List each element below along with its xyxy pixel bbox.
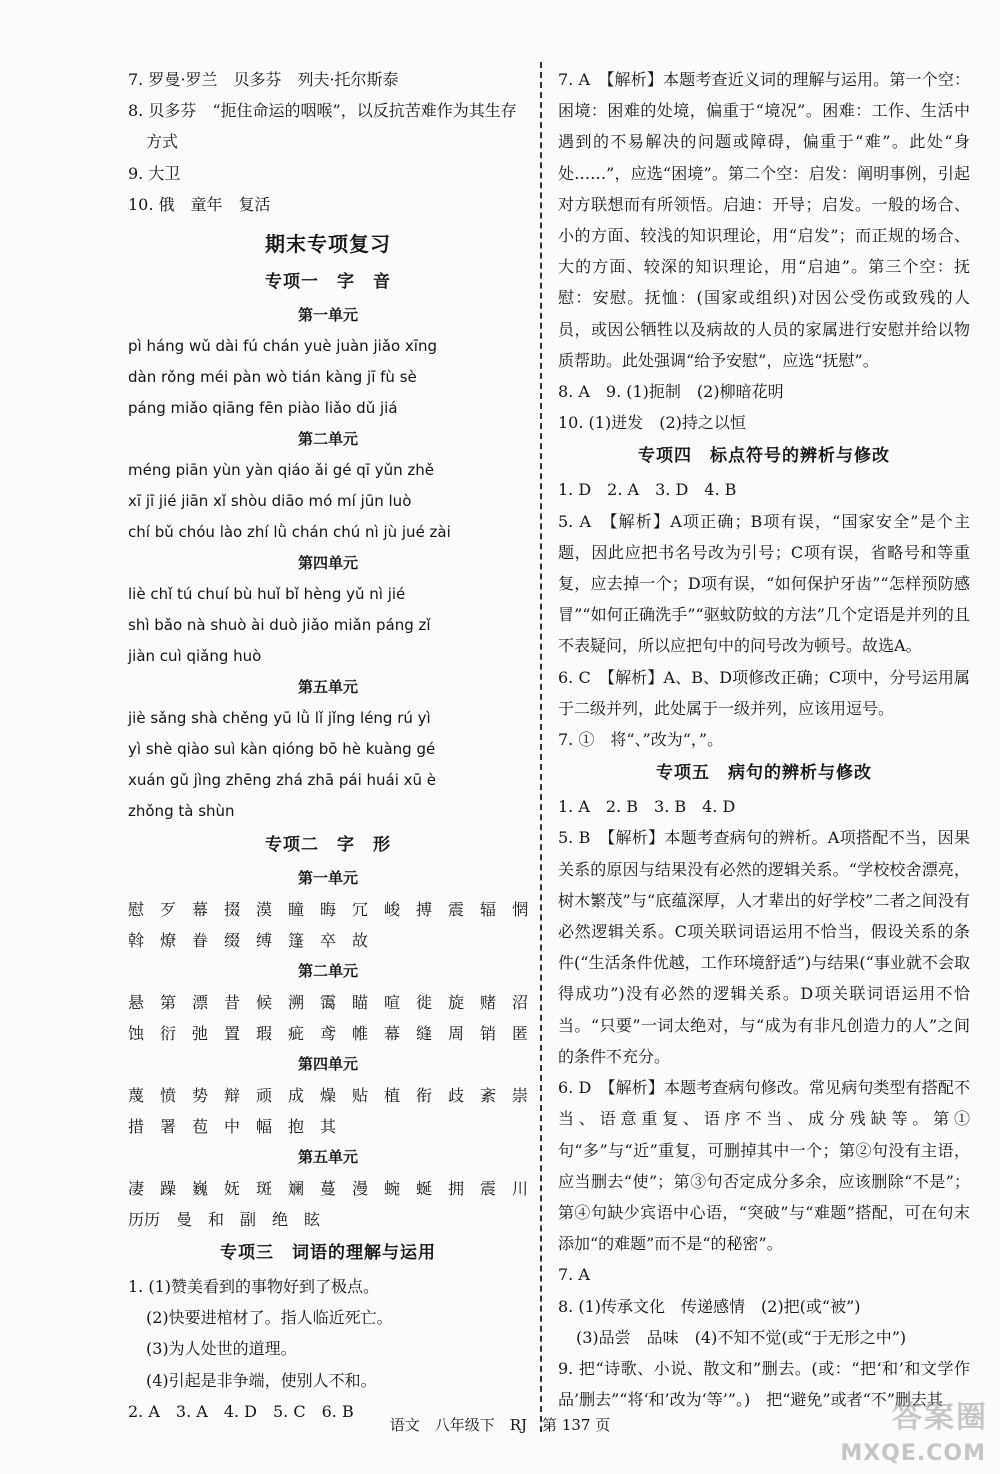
watermark-logo (818, 1386, 988, 1466)
unit-heading: 第四单元 (297, 1055, 358, 1074)
answer-paragraph: 5. B 【解析】本题考查病句的辨析。A项搭配不当，因果关系的原因与结果没有必然的逻辑关系。“学校校舍漂亮，树木繁茂”与“底蕴深厚，人才辈出的好学校”二者之间没有必然逻辑关系。C项关联词语运用不恰当，假设关系的条件(“生活条件优越，工作环境舒适”)与结果(“事业就不会取得成功”)没有必然的逻辑关系。D项关联词语运用不恰当。“只要”一词太绝对，与“成为有非凡创造力的人”之间的条件不充分。 (558, 828, 970, 1066)
pinyin-row: jiàn cuì qiǎng huò (128, 647, 262, 666)
answer-line: 10. 俄 童年 复活 (128, 194, 271, 214)
answer-paragraph: 7. A 【解析】本题考查近义词的理解与运用。第一个空：困境：困难的处境，偏重于“境况”。困难：工作、生活中遇到的不易解决的问题或障碍，偏重于“难”。此处“身处……”，应选“困境”。第二个空：启发：阐明事例，引起对方联想而有所领悟。启迪：开导；启发。一般的场合、小的方面、较浅的知识理论，用“启发”；而正规的场合、大的方面、较深的知识理论，用“启迪”。第三个空：抚慰：安慰。抚恤：(国家或组织)对因公受伤或致残的人员，或因公牺牲以及病故的人员的家属进行安慰并给以物质帮助。此处强调“给予安慰”，应选“抚慰”。 (558, 70, 970, 370)
char-row: 历历 曼 和 副 绝 眩 (128, 1210, 321, 1230)
pinyin-row: páng miǎo qiāng fēn piào liǎo dǔ jiá (128, 399, 398, 418)
pinyin-row: pì háng wǔ dài fú chán yuè juàn jiǎo xīng (128, 337, 437, 356)
answer-line: 8. 贝多芬 “扼住命运的咽喉”，以反抗苦难作为其生存 (128, 101, 517, 121)
section-title: 专项五 病句的辨析与修改 (656, 763, 872, 784)
unit-heading: 第二单元 (297, 962, 358, 981)
pinyin-row: jiè sǎng shà chěng yū lǜ lǐ jǐng léng rú yì (128, 709, 431, 728)
char-row: 斡 燎 眷 缀 缚 篷 卒 故 (128, 931, 369, 951)
answer-line: 方式 (146, 132, 179, 152)
page-title: 期末专项复习 (265, 232, 391, 257)
answer-line: 8. (1)传承文化 传递感情 (2)把(或“被”) (558, 1296, 861, 1316)
unit-heading: 第四单元 (297, 554, 358, 573)
answer-line: (4)引起是非争端，使别人不和。 (146, 1370, 377, 1390)
answer-paragraph: 5. A 【解析】A项正确；B项有误，“国家安全”是个主题，因此应把书名号改为引号；C项有误，省略号和等重复，应去掉一个；D项有误，“如何保护牙齿”“怎样预防感冒”“如何正确洗手”“驱蚊防蚊的方法”几个定语是并列的且不表疑问，所以应把句中的问号改为顿号。故选A。 (558, 511, 970, 656)
pinyin-row: liè chǐ tú chuí bù huǐ bǐ hèng yǔ nì jié (128, 585, 406, 604)
answer-line: (3)品尝 品味 (4)不知不觉(或“于无形之中”) (576, 1327, 907, 1347)
section-title: 专项四 标点符号的辨析与修改 (638, 446, 890, 467)
answer-line: (2)快要进棺材了。指人临近死亡。 (146, 1308, 393, 1328)
section-title: 专项一 字 音 (265, 272, 391, 293)
unit-heading: 第五单元 (297, 678, 358, 697)
unit-heading: 第二单元 (297, 430, 358, 449)
section-title: 专项二 字 形 (265, 835, 391, 856)
answer-line: 9. 大卫 (128, 163, 181, 183)
pinyin-row: xuán gǔ jìng zhēng zhá zhā pái huái xū è (128, 771, 437, 790)
pinyin-row: méng piān yùn yàn qiáo ǎi gé qī yǔn zhě (128, 461, 434, 480)
answer-line: 10. (1)迸发 (2)持之以恒 (558, 413, 746, 433)
char-row: 凄 躁 巍 妩 斑 斓 蔓 漫 蜿 蜒 拥 震 川 (128, 1179, 529, 1199)
page-footer: 语文 八年级下 RJ 第 137 页 (389, 1416, 611, 1434)
answer-line: 1. D 2. A 3. D 4. B (558, 480, 737, 500)
section-title: 专项三 词语的理解与运用 (220, 1243, 436, 1264)
unit-heading: 第一单元 (297, 869, 358, 888)
pinyin-row: xī jī jié jiān xǐ shòu diāo mó mí jūn luò (128, 492, 412, 511)
answer-line: 1. (1)赞美看到的事物好到了极点。 (128, 1277, 380, 1297)
left-column (128, 64, 528, 1427)
char-row: 慰 歹 幕 掇 漠 瞳 晦 冗 峻 搏 震 辐 惘 (128, 900, 529, 920)
pinyin-row: zhǒng tà shùn (128, 802, 235, 821)
unit-heading: 第一单元 (297, 306, 358, 325)
pinyin-row: yì shè qiào suì kàn qióng bō hè kuàng gé (128, 740, 436, 759)
answer-line: 7. ① 将“、”改为“，”。 (558, 730, 724, 750)
char-row: 措 署 苞 中 幅 抱 其 (128, 1117, 337, 1137)
char-row: 蚀 衍 弛 置 瑕 疵 鸢 帷 幕 缝 周 销 匿 (128, 1024, 529, 1044)
answer-line: (3)为人处世的道理。 (146, 1339, 297, 1359)
answer-paragraph: 6. D 【解析】本题考查病句修改。常见病句类型有搭配不当、语意重复、语序不当、成分残缺等。第①句“多”与“近”重复，可删掉其中一个；第②句没有主语，应当删去“使”；第③句否定成分多余，应该删除“不是”；第④句缺少宾语中心语，“突破”与“难题”搭配，可在句末添加“的难题”而不是“的秘密”。 (558, 1078, 970, 1254)
pinyin-row: dàn rǒng méi pàn wò tián kàng jī fù sè (128, 368, 417, 387)
watermark-url: MXQE.COM (840, 1441, 986, 1466)
pinyin-row: shì bǎo nà shuò ài duò jiǎo miǎn páng zǐ (128, 616, 431, 635)
answer-line: 2. A 3. A 4. D 5. C 6. B (128, 1401, 354, 1421)
column-divider (540, 62, 542, 1432)
right-column (558, 64, 970, 1415)
answer-line: 8. A 9. (1)扼制 (2)柳暗花明 (558, 382, 784, 402)
watermark-text: 答案圈 (892, 1400, 988, 1435)
answer-line: 7. A (558, 1265, 590, 1285)
answer-line: 1. A 2. B 3. B 4. D (558, 797, 736, 817)
pinyin-row: chí bǔ chóu lào zhí lǜ chán chú nì jù jué zài (128, 523, 451, 542)
char-row: 蔑 愤 势 辩 顽 成 燥 贴 植 衔 歧 紊 崇 (128, 1086, 529, 1106)
unit-heading: 第五单元 (297, 1148, 358, 1167)
char-row: 悬 第 漂 昔 候 溯 霭 瞄 喧 徙 旋 赌 沼 (128, 993, 529, 1013)
answer-paragraph: 6. C 【解析】A、B、D项修改正确；C项中，分号运用属于二级并列，此处属于一级并列，应该用逗号。 (558, 667, 970, 718)
answer-line: 7. 罗曼·罗兰 贝多芬 列夫·托尔斯泰 (128, 70, 399, 89)
answer-paragraph: 9. 把“诗歌、小说、散文和”删去。(或：“把‘和’和文学作品’删去”“将‘和’改为‘等’”。) 把“避免”或者“不”删去其 (558, 1358, 970, 1410)
